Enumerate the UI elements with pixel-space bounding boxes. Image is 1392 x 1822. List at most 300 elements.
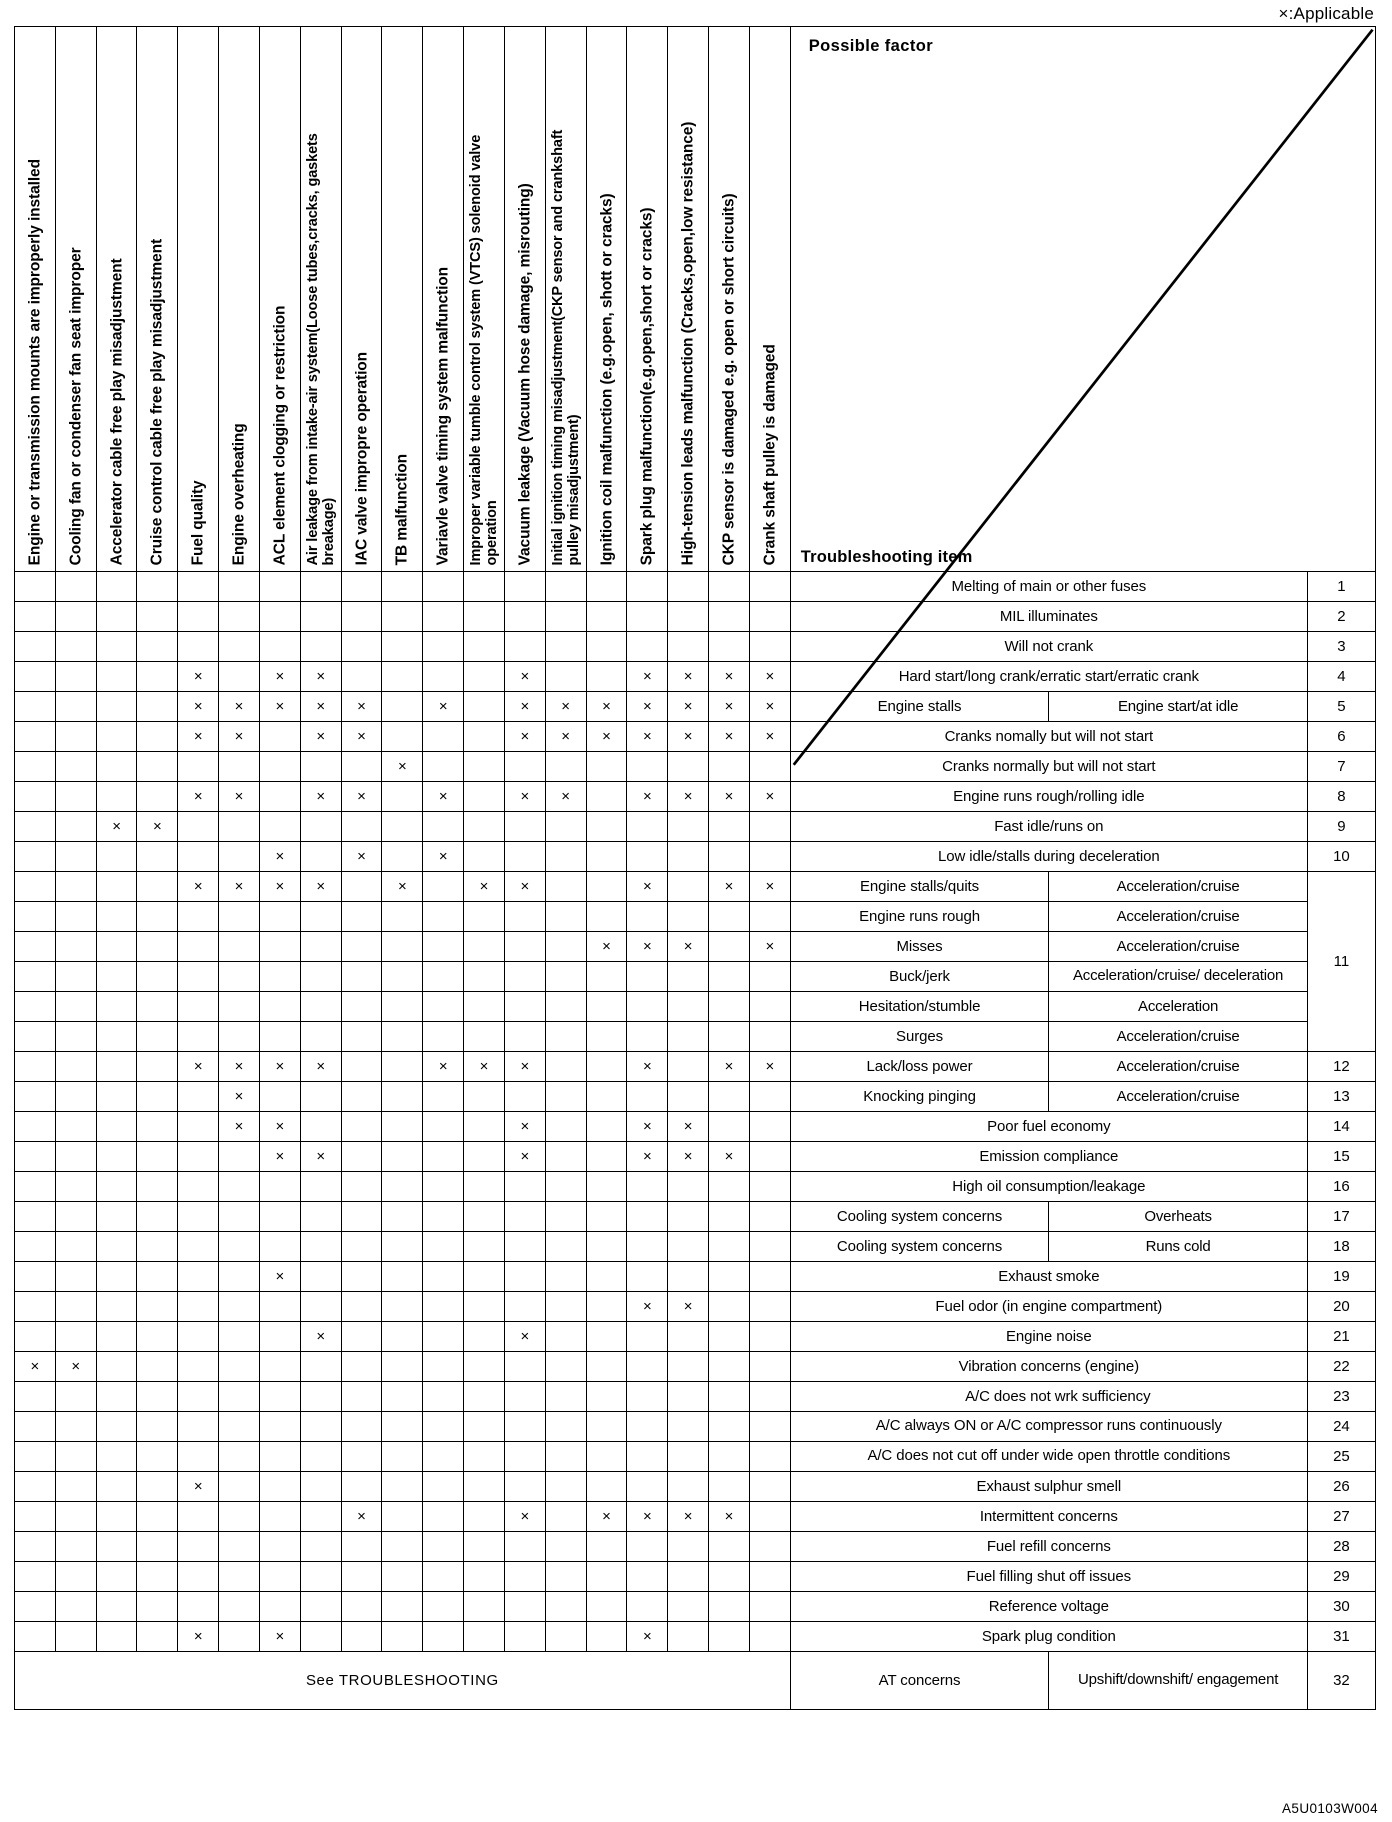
matrix-cell — [382, 992, 423, 1022]
factor-column-label: Initial ignition timing misadjustment(CKP sensor and crankshaft pulley misadjustment) — [549, 129, 582, 565]
matrix-cell — [259, 1172, 300, 1202]
troubleshooting-condition: Acceleration — [1049, 992, 1308, 1022]
matrix-cell — [137, 692, 178, 722]
matrix-cell — [219, 1172, 260, 1202]
matrix-cell — [15, 1172, 56, 1202]
matrix-cell — [55, 632, 96, 662]
matrix-cell — [668, 1082, 709, 1112]
matrix-cell — [504, 842, 545, 872]
row-number: 10 — [1307, 842, 1375, 872]
troubleshooting-condition: Runs cold — [1049, 1232, 1308, 1262]
matrix-cell — [627, 1622, 668, 1652]
matrix-cell — [178, 872, 219, 902]
matrix-cell — [709, 1172, 750, 1202]
applicable-mark-icon: × — [153, 818, 162, 835]
matrix-cell — [749, 1232, 790, 1262]
matrix-cell — [259, 1592, 300, 1622]
matrix-cell — [749, 1052, 790, 1082]
applicable-mark-icon: × — [683, 938, 693, 955]
matrix-cell — [137, 1352, 178, 1382]
matrix-cell — [137, 1112, 178, 1142]
matrix-cell — [586, 692, 627, 722]
matrix-cell — [504, 1262, 545, 1292]
matrix-cell — [545, 722, 586, 752]
applicable-mark-icon: × — [642, 668, 652, 685]
matrix-cell — [178, 1022, 219, 1052]
row-number: 7 — [1307, 752, 1375, 782]
matrix-cell — [15, 602, 56, 632]
matrix-cell — [545, 1322, 586, 1352]
matrix-cell — [382, 632, 423, 662]
matrix-cell — [137, 782, 178, 812]
matrix-cell — [668, 1352, 709, 1382]
matrix-cell — [668, 1022, 709, 1052]
matrix-cell — [545, 1382, 586, 1412]
matrix-cell — [178, 1412, 219, 1442]
matrix-cell — [341, 1622, 382, 1652]
matrix-cell — [259, 602, 300, 632]
applicable-mark-icon: × — [275, 1148, 285, 1165]
matrix-cell — [382, 1232, 423, 1262]
matrix-cell — [259, 1202, 300, 1232]
troubleshooting-condition: Acceleration/cruise — [1049, 1052, 1308, 1082]
row-number: 12 — [1307, 1052, 1375, 1082]
applicable-mark-icon: × — [642, 878, 652, 895]
matrix-cell — [709, 1232, 750, 1262]
matrix-cell — [178, 602, 219, 632]
matrix-cell — [178, 1142, 219, 1172]
matrix-cell — [259, 1622, 300, 1652]
matrix-cell — [382, 1562, 423, 1592]
matrix-cell — [627, 1022, 668, 1052]
troubleshooting-item: Fuel filling shut off issues — [790, 1562, 1307, 1592]
matrix-cell — [259, 842, 300, 872]
applicable-mark-icon: × — [602, 1508, 611, 1525]
matrix-cell — [627, 1142, 668, 1172]
matrix-cell — [586, 1562, 627, 1592]
troubleshooting-item: Engine runs rough/rolling idle — [790, 782, 1307, 812]
matrix-cell — [627, 962, 668, 992]
factor-column-header — [259, 27, 300, 572]
matrix-cell — [382, 782, 423, 812]
matrix-cell — [15, 962, 56, 992]
matrix-cell — [504, 1592, 545, 1622]
troubleshooting-condition: Acceleration/cruise — [1049, 1082, 1308, 1112]
matrix-cell — [668, 1172, 709, 1202]
matrix-cell — [749, 1562, 790, 1592]
matrix-cell — [137, 572, 178, 602]
matrix-cell — [464, 1142, 505, 1172]
matrix-cell — [749, 842, 790, 872]
matrix-cell — [709, 1142, 750, 1172]
troubleshooting-item: Spark plug condition — [790, 1622, 1307, 1652]
matrix-cell — [178, 812, 219, 842]
matrix-cell — [137, 1022, 178, 1052]
table-row — [15, 1592, 1376, 1622]
matrix-cell — [259, 1142, 300, 1172]
matrix-cell — [749, 572, 790, 602]
table-row — [15, 872, 1376, 902]
applicable-mark-icon: × — [724, 728, 734, 745]
matrix-cell — [55, 872, 96, 902]
matrix-cell — [382, 1202, 423, 1232]
applicable-mark-icon: × — [193, 1478, 203, 1495]
matrix-cell — [300, 962, 341, 992]
matrix-cell — [627, 782, 668, 812]
troubleshooting-condition: Acceleration/cruise — [1049, 872, 1308, 902]
matrix-cell — [749, 1322, 790, 1352]
matrix-cell — [341, 812, 382, 842]
matrix-cell — [709, 962, 750, 992]
possible-factor-label: Possible factor — [808, 37, 934, 55]
matrix-cell — [423, 602, 464, 632]
matrix-cell — [341, 602, 382, 632]
troubleshooting-item: A/C does not cut off under wide open throttle conditions — [790, 1442, 1307, 1472]
applicable-mark-icon: × — [357, 788, 366, 805]
matrix-cell — [178, 722, 219, 752]
table-row — [15, 1232, 1376, 1262]
matrix-cell — [178, 632, 219, 662]
matrix-cell — [137, 1232, 178, 1262]
factor-column-header — [219, 27, 260, 572]
applicable-mark-icon: × — [765, 698, 775, 715]
matrix-cell — [341, 1292, 382, 1322]
matrix-cell — [178, 1562, 219, 1592]
matrix-cell — [464, 1082, 505, 1112]
matrix-cell — [15, 1322, 56, 1352]
matrix-cell — [423, 1052, 464, 1082]
matrix-cell — [55, 1442, 96, 1472]
matrix-cell — [464, 662, 505, 692]
matrix-cell — [749, 782, 790, 812]
matrix-cell — [178, 572, 219, 602]
factor-column-header — [749, 27, 790, 572]
matrix-cell — [668, 1442, 709, 1472]
applicable-mark-icon: × — [438, 698, 448, 715]
troubleshooting-item: Intermittent concerns — [790, 1502, 1307, 1532]
matrix-cell — [464, 1052, 505, 1082]
matrix-cell — [96, 1622, 137, 1652]
matrix-cell — [178, 1232, 219, 1262]
matrix-cell — [300, 692, 341, 722]
matrix-cell — [709, 1532, 750, 1562]
matrix-cell — [137, 932, 178, 962]
matrix-cell — [96, 842, 137, 872]
matrix-cell — [749, 1112, 790, 1142]
matrix-cell — [96, 1022, 137, 1052]
matrix-cell — [504, 1382, 545, 1412]
matrix-cell — [96, 692, 137, 722]
applicable-mark-icon: × — [275, 1628, 285, 1645]
matrix-cell — [545, 932, 586, 962]
matrix-cell — [423, 1352, 464, 1382]
row-number: 30 — [1307, 1592, 1375, 1622]
matrix-cell — [504, 932, 545, 962]
table-row — [15, 1142, 1376, 1172]
applicable-mark-icon: × — [234, 1118, 244, 1135]
factor-column-label: Spark plug malfunction(e.g.open,short or cracks) — [638, 207, 656, 565]
matrix-cell — [137, 1532, 178, 1562]
matrix-cell — [300, 1502, 341, 1532]
row-number: 17 — [1307, 1202, 1375, 1232]
matrix-cell — [15, 1232, 56, 1262]
matrix-cell — [341, 1322, 382, 1352]
matrix-cell — [178, 1352, 219, 1382]
applicable-mark-icon: × — [683, 1508, 693, 1525]
matrix-cell — [464, 1532, 505, 1562]
matrix-cell — [96, 662, 137, 692]
matrix-cell — [55, 1502, 96, 1532]
applicable-mark-icon: × — [765, 938, 775, 955]
matrix-cell — [341, 782, 382, 812]
matrix-cell — [586, 1262, 627, 1292]
matrix-cell — [464, 992, 505, 1022]
matrix-cell — [300, 1562, 341, 1592]
matrix-cell — [96, 902, 137, 932]
matrix-cell — [137, 1592, 178, 1622]
matrix-cell — [137, 992, 178, 1022]
matrix-cell — [137, 632, 178, 662]
matrix-cell — [178, 1052, 219, 1082]
applicable-mark-icon: × — [438, 848, 448, 865]
troubleshooting-condition: Acceleration/cruise/ deceleration — [1049, 962, 1308, 992]
applicable-mark-icon: × — [275, 1118, 285, 1135]
matrix-cell — [15, 1052, 56, 1082]
matrix-cell — [749, 1532, 790, 1562]
troubleshooting-item: Cooling system concerns — [790, 1232, 1049, 1262]
applicable-mark-icon: × — [520, 1058, 530, 1075]
matrix-cell — [504, 962, 545, 992]
matrix-cell — [464, 812, 505, 842]
matrix-cell — [709, 1022, 750, 1052]
matrix-cell — [504, 1442, 545, 1472]
matrix-cell — [219, 1502, 260, 1532]
matrix-cell — [137, 842, 178, 872]
table-row — [15, 1472, 1376, 1502]
matrix-cell — [464, 1412, 505, 1442]
matrix-cell — [749, 1382, 790, 1412]
applicable-mark-icon: × — [316, 728, 326, 745]
matrix-cell — [504, 1322, 545, 1352]
matrix-cell — [55, 662, 96, 692]
matrix-cell — [96, 1052, 137, 1082]
matrix-cell — [219, 1352, 260, 1382]
matrix-cell — [96, 632, 137, 662]
matrix-cell — [382, 1322, 423, 1352]
matrix-cell — [627, 1442, 668, 1472]
row-number: 22 — [1307, 1352, 1375, 1382]
matrix-cell — [586, 1352, 627, 1382]
matrix-cell — [341, 1082, 382, 1112]
matrix-cell — [382, 872, 423, 902]
document-code: A5U0103W004 — [1282, 1801, 1378, 1816]
applicable-mark-icon: × — [357, 728, 366, 745]
matrix-cell — [504, 1022, 545, 1052]
matrix-cell — [300, 1112, 341, 1142]
troubleshooting-item: Fuel odor (in engine compartment) — [790, 1292, 1307, 1322]
matrix-cell — [545, 1532, 586, 1562]
matrix-cell — [504, 1082, 545, 1112]
matrix-cell — [137, 902, 178, 932]
applicable-mark-icon: × — [561, 728, 571, 745]
matrix-cell — [627, 662, 668, 692]
applicable-mark-icon: × — [275, 668, 285, 685]
matrix-cell — [464, 632, 505, 662]
matrix-cell — [341, 1142, 382, 1172]
applicable-mark-icon: × — [765, 728, 775, 745]
matrix-cell — [300, 632, 341, 662]
factor-column-label: Ignition coil malfunction (e.g.open, shott or cracks) — [597, 193, 615, 565]
matrix-cell — [545, 1412, 586, 1442]
matrix-cell — [15, 1352, 56, 1382]
matrix-cell — [423, 1502, 464, 1532]
matrix-cell — [464, 1172, 505, 1202]
matrix-cell — [749, 1412, 790, 1442]
matrix-cell — [219, 1442, 260, 1472]
matrix-cell — [504, 1622, 545, 1652]
matrix-cell — [586, 602, 627, 632]
matrix-cell — [668, 1592, 709, 1622]
matrix-cell — [545, 1112, 586, 1142]
applicable-mark-icon: × — [724, 1508, 734, 1525]
applicable-mark-icon: × — [765, 1058, 775, 1075]
matrix-cell — [55, 1262, 96, 1292]
matrix-cell — [749, 1592, 790, 1622]
applicable-mark-icon: × — [520, 788, 530, 805]
matrix-cell — [749, 902, 790, 932]
factor-column-label: Engine or transmission mounts are improperly installed — [26, 158, 44, 565]
matrix-cell — [423, 992, 464, 1022]
matrix-cell — [504, 1202, 545, 1232]
matrix-cell — [545, 1292, 586, 1322]
troubleshooting-item: MIL illuminates — [790, 602, 1307, 632]
troubleshooting-item-label: Troubleshooting item — [800, 548, 973, 566]
matrix-cell — [627, 572, 668, 602]
factor-column-label: TB malfunction — [393, 453, 411, 565]
matrix-cell — [382, 1532, 423, 1562]
matrix-cell — [219, 1262, 260, 1292]
matrix-cell — [668, 752, 709, 782]
matrix-cell — [668, 1322, 709, 1352]
matrix-cell — [137, 1082, 178, 1112]
matrix-cell — [219, 1592, 260, 1622]
matrix-cell — [300, 1412, 341, 1442]
matrix-cell — [137, 1262, 178, 1292]
matrix-cell — [219, 692, 260, 722]
matrix-cell — [586, 782, 627, 812]
chart-sheet — [14, 26, 1376, 1768]
matrix-cell — [586, 1052, 627, 1082]
matrix-cell — [178, 992, 219, 1022]
matrix-cell — [341, 1352, 382, 1382]
matrix-cell — [627, 812, 668, 842]
table-row — [15, 902, 1376, 932]
matrix-cell — [423, 632, 464, 662]
matrix-cell — [586, 812, 627, 842]
matrix-cell — [219, 602, 260, 632]
matrix-cell — [382, 1142, 423, 1172]
applicable-mark-icon: × — [193, 1058, 203, 1075]
matrix-cell — [15, 782, 56, 812]
matrix-cell — [300, 1082, 341, 1112]
matrix-cell — [55, 992, 96, 1022]
matrix-cell — [259, 1082, 300, 1112]
matrix-cell — [341, 992, 382, 1022]
matrix-cell — [219, 1472, 260, 1502]
matrix-cell — [464, 782, 505, 812]
matrix-cell — [259, 1382, 300, 1412]
matrix-cell — [259, 1502, 300, 1532]
matrix-cell — [668, 1472, 709, 1502]
matrix-cell — [586, 872, 627, 902]
matrix-cell — [545, 962, 586, 992]
matrix-cell — [341, 1442, 382, 1472]
matrix-cell — [586, 1322, 627, 1352]
matrix-cell — [300, 602, 341, 632]
matrix-cell — [586, 1622, 627, 1652]
matrix-cell — [259, 1412, 300, 1442]
matrix-cell — [300, 572, 341, 602]
applicable-mark-icon: × — [438, 788, 448, 805]
diagonal-divider-icon — [791, 27, 1375, 768]
matrix-cell — [382, 752, 423, 782]
matrix-cell — [668, 1562, 709, 1592]
matrix-cell — [504, 1232, 545, 1262]
matrix-cell — [504, 1412, 545, 1442]
matrix-cell — [219, 1022, 260, 1052]
matrix-cell — [300, 1322, 341, 1352]
matrix-cell — [423, 1442, 464, 1472]
factor-column-header — [137, 27, 178, 572]
applicable-mark-icon: × — [520, 698, 530, 715]
matrix-cell — [382, 932, 423, 962]
matrix-cell — [545, 1022, 586, 1052]
matrix-cell — [15, 1292, 56, 1322]
matrix-cell — [96, 1232, 137, 1262]
factor-column-header — [55, 27, 96, 572]
row-number: 16 — [1307, 1172, 1375, 1202]
row-number: 5 — [1307, 692, 1375, 722]
matrix-cell — [341, 662, 382, 692]
matrix-cell — [219, 1052, 260, 1082]
matrix-cell — [259, 1052, 300, 1082]
matrix-cell — [627, 992, 668, 1022]
matrix-cell — [382, 1592, 423, 1622]
factor-column-label: Cruise control cable free play misadjustment — [148, 238, 166, 565]
matrix-cell — [464, 1202, 505, 1232]
matrix-cell — [545, 1352, 586, 1382]
applicable-mark-icon: × — [642, 698, 652, 715]
matrix-cell — [382, 842, 423, 872]
matrix-cell — [423, 1562, 464, 1592]
matrix-cell — [178, 1082, 219, 1112]
matrix-cell — [586, 1172, 627, 1202]
see-troubleshooting-note: See TROUBLESHOOTING — [15, 1652, 791, 1710]
matrix-cell — [178, 1112, 219, 1142]
applicable-mark-icon: × — [275, 878, 285, 895]
matrix-cell — [709, 1622, 750, 1652]
matrix-cell — [341, 1592, 382, 1622]
row-number: 2 — [1307, 602, 1375, 632]
matrix-cell — [668, 632, 709, 662]
matrix-cell — [300, 842, 341, 872]
matrix-cell — [137, 1202, 178, 1232]
matrix-cell — [219, 1532, 260, 1562]
matrix-cell — [668, 602, 709, 632]
applicable-mark-icon: × — [520, 1118, 530, 1135]
matrix-cell — [464, 602, 505, 632]
applicable-mark-icon: × — [683, 668, 693, 685]
